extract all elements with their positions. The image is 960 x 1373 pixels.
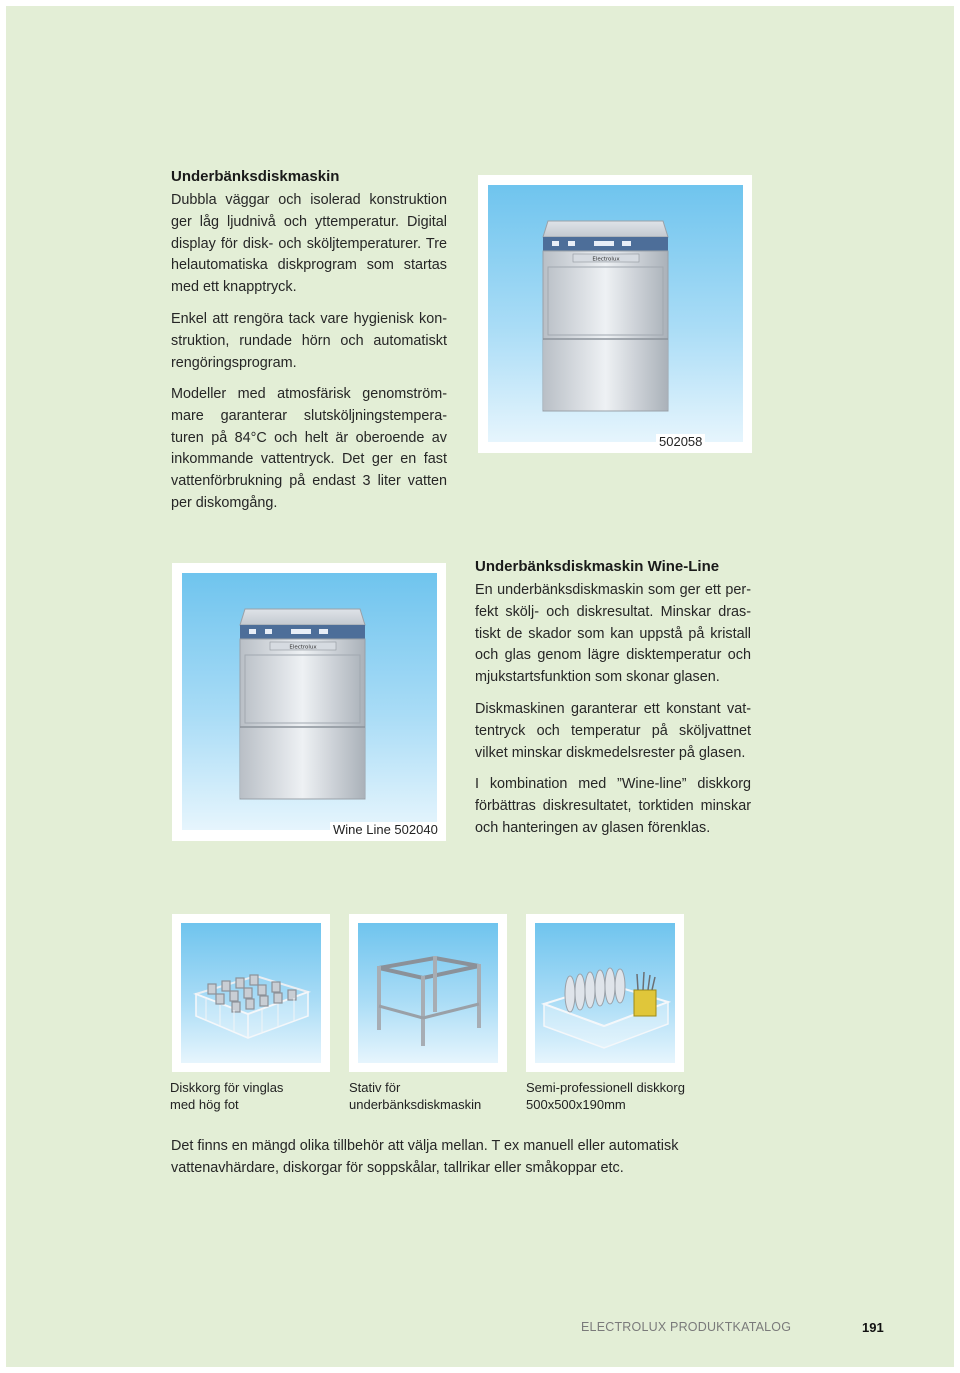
dish-basket-illustration bbox=[538, 944, 674, 1056]
section2-title: Underbänksdiskmaskin Wine-Line bbox=[475, 558, 720, 575]
accessory-caption-2 bbox=[349, 1079, 481, 1113]
dishwasher-502058-photo bbox=[478, 175, 752, 453]
photo-caption-wineline: Wine Line 502040 bbox=[330, 822, 441, 837]
section2-paragraph-3: I kombination med ”Wine-line” diskkorg förbättras diskresultatet, torktiden minskar och hanteringen av glasen förenklas. bbox=[475, 776, 751, 836]
accessory-2-line-2: underbänksdiskmaskin bbox=[349, 1097, 482, 1112]
accessory-1-line-1: Diskkorg för vinglas bbox=[170, 1080, 284, 1095]
accessory-1-line-2: med hög fot bbox=[170, 1097, 239, 1112]
dishwasher-illustration bbox=[235, 603, 370, 803]
section2-paragraph-2: Diskmaskinen garanterar ett konstant vat-tentryck och temperatur på sköljvattnet vilket minskar diskmedelsrester på glasen. bbox=[475, 701, 751, 761]
section1-paragraph-2: Enkel att rengöra tack vare hygienisk kon-struktion, rundade hörn och automatiskt rengöringsprogram. bbox=[171, 311, 447, 371]
accessories-info-text: Det finns en mängd olika tillbehör att välja mellan. T ex manuell eller automatisk vattenavhärdare, diskorgar för soppskålar, tallrikar eller småkoppar etc. bbox=[171, 1138, 679, 1176]
catalog-page bbox=[6, 6, 954, 1367]
section1-paragraph-1: Dubbla väggar och isolerad konstruktion ger låg ljudnivå och yttemperatur. Digital display för disk- och sköljtemperaturer. Tre helautomatiska diskprogram som startas med ett knapptryck. bbox=[171, 192, 447, 296]
accessory-3-line-2: 500x500x190mm bbox=[526, 1097, 626, 1112]
section1-paragraph-3: Modeller med atmosfärisk genomström-mare garanterar slutsköljningstempera-turen på 84°C och helt är oberoende av inkommande vattentryck. Det ger en fast vattenförbrukning på endast 3 liter vatten per diskomgång. bbox=[171, 386, 447, 511]
photo-caption-502058: 502058 bbox=[656, 434, 705, 449]
glass-rack-illustration bbox=[186, 954, 316, 1044]
machine-logo-text: Electrolux bbox=[592, 256, 620, 263]
accessory-2-line-1: Stativ för bbox=[349, 1080, 401, 1095]
footer-catalog-title: ELECTROLUX PRODUKTKATALOG bbox=[581, 1320, 792, 1334]
dishwasher-illustration bbox=[538, 215, 673, 415]
section1-title: Underbänksdiskmaskin bbox=[171, 168, 340, 185]
accessory-caption-3 bbox=[526, 1079, 685, 1113]
accessory-wine-glass-rack-photo bbox=[172, 914, 330, 1072]
machine-logo-text: Electrolux bbox=[289, 644, 317, 651]
accessory-3-line-1: Semi-professionell diskkorg bbox=[526, 1080, 685, 1095]
dishwasher-wineline-photo bbox=[172, 563, 446, 841]
stand-illustration bbox=[367, 946, 489, 1051]
accessory-caption-1 bbox=[170, 1079, 283, 1113]
accessory-stand-photo bbox=[349, 914, 507, 1072]
section2-paragraph-1: En underbänksdiskmaskin som ger ett per-fekt skölj- och diskresultat. Minskar dras-tiskt de skador som kan uppstå på kristall och glas genom lägre disktemperatur och mjukstartsfunktion som skonar glasen. bbox=[475, 582, 751, 686]
accessory-dish-basket-photo bbox=[526, 914, 684, 1072]
page-number: 191 bbox=[862, 1320, 884, 1335]
